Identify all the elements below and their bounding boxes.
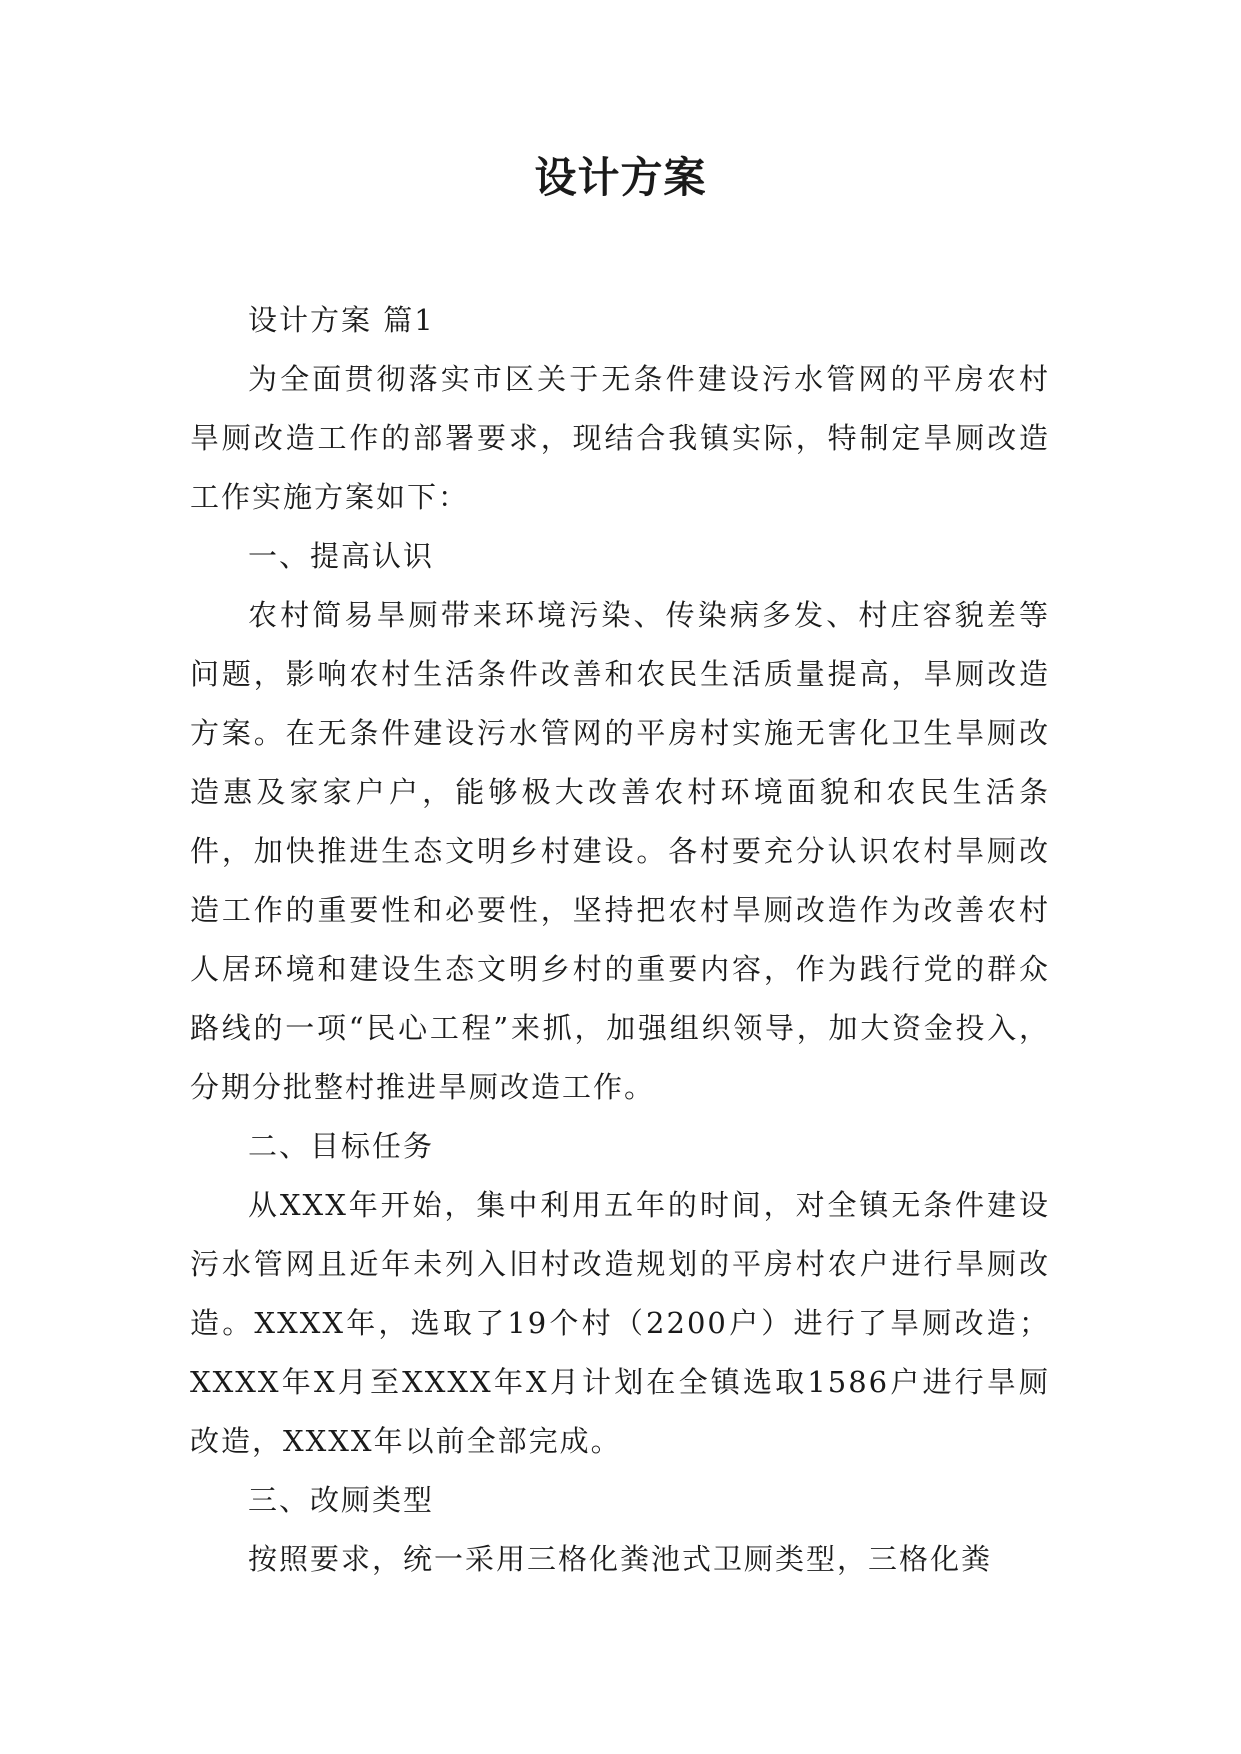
section-1-paragraph: 农村简易旱厕带来环境污染、传染病多发、村庄容貌差等问题，影响农村生活条件改善和农民生活质量提高，旱厕改造方案。在无条件建设污水管网的平房村实施无害化卫生旱厕改造惠及家家户户，能够极大改善农村环境面貌和农民生活条件，加快推进生态文明乡村建设。各村要充分认识农村旱厕改造工作的重要性和必要性，坚持把农村旱厕改造作为改善农村人居环境和建设生态文明乡村的重要内容，作为践行党的群众路线的一项“民心工程”来抓，加强组织领导，加大资金投入，分期分批整村推进旱厕改造工作。 <box>190 598 1050 1104</box>
section-heading-2: 二、目标任务 <box>248 1129 435 1163</box>
section-heading-1: 一、提高认识 <box>248 539 435 573</box>
section-2-paragraph: 从XXX年开始，集中利用五年的时间，对全镇无条件建设污水管网且近年未列入旧村改造规划的平房村农户进行旱厕改造。XXXX年，选取了19个村（2200户）进行了旱厕改造；XXXX年X月至XXXX年X月计划在全镇选取1586户进行旱厕改造，XXXX年以前全部完成。 <box>190 1188 1050 1458</box>
document-title: 设计方案 <box>534 153 707 202</box>
section-heading-3: 三、改厕类型 <box>248 1483 435 1517</box>
document-body <box>190 291 1050 1589</box>
section-heading-piece: 设计方案 篇1 <box>248 303 435 337</box>
intro-paragraph: 为全面贯彻落实市区关于无条件建设污水管网的平房农村旱厕改造工作的部署要求，现结合我镇实际，特制定旱厕改造工作实施方案如下： <box>190 362 1050 514</box>
section-3-paragraph: 按照要求，统一采用三格化粪池式卫厕类型，三格化粪 <box>248 1542 993 1576</box>
